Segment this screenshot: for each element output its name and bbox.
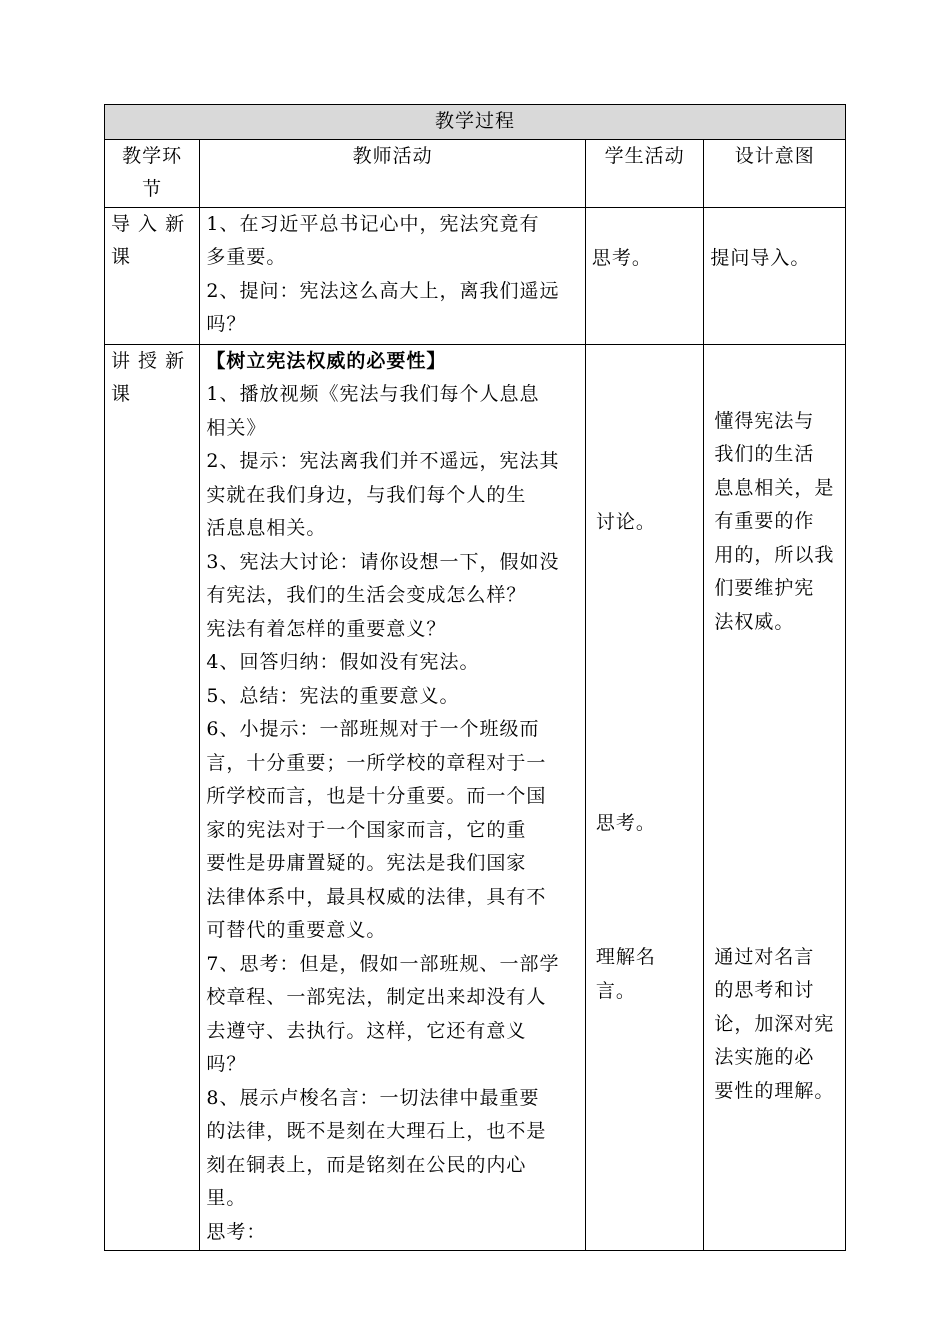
design-block-1: 懂得宪法与 我们的生活 息息相关，是 有重要的作 用的，所以我 们要维护宪 法权威。 [714,409,835,633]
header-design: 设计意图 [704,139,846,207]
table-title: 教学过程 [105,105,846,140]
row1-stage [105,207,200,344]
row1-stage-line2: 课 [111,246,132,268]
header-student: 学生活动 [585,139,703,207]
row1-stage-line1: 导 入 新 [111,212,186,235]
row2-stage-line2: 课 [111,383,132,405]
row2-student [585,344,703,1250]
student-quote-2: 言。 [595,979,636,1002]
row2-stage-line1: 讲 授 新 [111,349,186,372]
table-row [105,344,846,1250]
teaching-process-table [104,104,846,1251]
header-stage: 教学环 节 [105,139,200,207]
student-discuss: 讨论。 [595,510,656,533]
header-teacher: 教师活动 [200,139,586,207]
design-block-2: 通过对名言 的思考和讨 论，加深对宪 法实施的必 要性的理解。 [714,945,835,1102]
student-quote-1: 理解名 [595,945,656,968]
table-row [105,207,846,344]
row1-design: 提问导入。 [704,207,846,344]
student-think: 思考。 [595,811,656,834]
row1-teacher: 1、在习近平总书记心中，宪法究竟有 多重要。 2、提问：宪法这么高大上，离我们遥远 吗？ [200,207,586,344]
row1-student: 思考。 [585,207,703,344]
row2-design [704,344,846,1250]
row2-stage [105,344,200,1250]
section-heading: 【树立宪法权威的必要性】 [206,349,447,372]
row2-teacher: 【树立宪法权威的必要性】 1、播放视频《宪法与我们每个人息息 相关》 2、提示：宪法离我们并不遥远，宪法其 实就在我们身边，与我们每个人的生 活息息相关。 3、宪法大讨论：请你设想一下，假如没 有宪法，我们的生活会变成怎么样？ 宪法有着怎样的重要意义？ 4、回答归纳：假如没有宪法。 5、总结：宪法的重要意义。 6、小提示：一部班规对于一个班级而 言，十分重要；一所学校的章程对于一 所学校而言，也是十分重要。而一个国 家的宪法对于一个国家而言，它的重 要性是毋庸置疑的。宪法是我们国家 法律体系中，最具权威的法律，具有不 可替代的重要意义。 7、思考：但是，假如一部班规、一部学 校章程、一部宪法，制定出来却没有人 去遵守、去执行。这样，它还有意义 吗？ 8、展示卢梭名言：一切法律中最重要 的法律，既不是刻在大理石上，也不是 刻在铜表上，而是铭刻在公民的内心 里。 思考： [200,344,586,1250]
